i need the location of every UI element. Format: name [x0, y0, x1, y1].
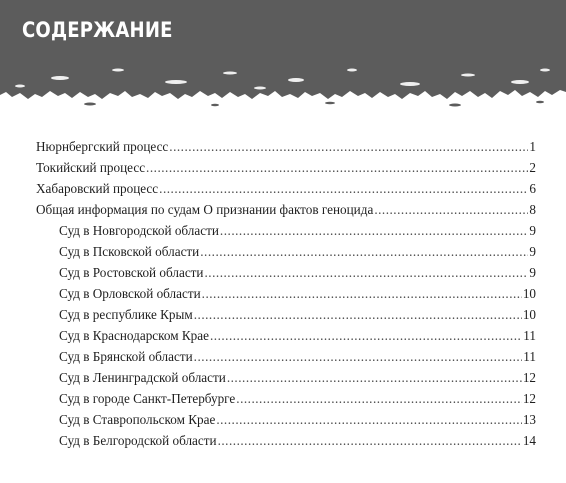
toc-subentry-label: Суд в Брянской области: [59, 349, 193, 364]
dot-leader: [220, 220, 528, 241]
toc-subentry[interactable]: [36, 430, 536, 451]
toc-entry-page: 6: [529, 181, 536, 196]
toc-subentry-label: Суд в Ленинградской области: [59, 370, 226, 385]
toc-entry-page: 8: [529, 202, 536, 217]
toc-subentry[interactable]: [36, 262, 536, 283]
toc-subentry[interactable]: [36, 388, 536, 409]
dot-leader: [169, 136, 528, 157]
toc-entry[interactable]: [36, 157, 536, 178]
toc-entry-label: Общая информация по судам О признании фактов геноцида: [36, 202, 374, 217]
dot-leader: [194, 304, 522, 325]
dot-leader: [210, 325, 522, 346]
dot-leader: [205, 262, 529, 283]
toc-subentry-label: Суд в Псковской области: [59, 244, 200, 259]
toc-subentry-label: Суд в городе Санкт-Петербурге: [59, 391, 236, 406]
toc-entry[interactable]: [36, 136, 536, 157]
dot-leader: [202, 283, 522, 304]
dot-leader: [200, 241, 528, 262]
toc-subentry-label: Суд в Орловской области: [59, 286, 201, 301]
dot-leader: [216, 409, 521, 430]
toc-subentry-label: Суд в Краснодарском Крае: [59, 328, 209, 343]
toc-entry[interactable]: [36, 178, 536, 199]
toc-subentry-label: Суд в Ставропольском Крае: [59, 412, 216, 427]
toc-subentry-page: 11: [523, 349, 536, 364]
toc-entry-label: Хабаровский процесс: [36, 181, 159, 196]
toc-subentry-label: Суд в Новгородской области: [59, 223, 219, 238]
toc-subentry-page: 10: [522, 307, 536, 322]
toc-entry-label: Токийский процесс: [36, 160, 146, 175]
dot-leader: [227, 367, 522, 388]
toc-entry-label: Нюрнбергский процесс: [36, 139, 169, 154]
dot-leader: [159, 178, 528, 199]
toc-subentry[interactable]: [36, 346, 536, 367]
toc-subentry[interactable]: [36, 325, 536, 346]
toc-subentry[interactable]: [36, 409, 536, 430]
toc-subentry-page: 11: [523, 328, 536, 343]
brush-stroke-band: [0, 0, 566, 112]
toc-entry-page: 2: [529, 160, 536, 175]
table-of-contents: [36, 136, 536, 451]
toc-subentry-page: 9: [529, 265, 536, 280]
toc-subentry-label: Суд в республике Крым: [59, 307, 193, 322]
page-title: СОДЕРЖАНИЕ: [22, 18, 173, 42]
toc-entry-page: 1: [529, 139, 536, 154]
dot-leader: [236, 388, 522, 409]
toc-entry[interactable]: [36, 199, 536, 220]
dot-leader: [218, 430, 522, 451]
toc-subentry-label: Суд в Белгородской области: [59, 433, 217, 448]
toc-subentry-page: 9: [529, 244, 536, 259]
toc-subentry-page: 10: [522, 286, 536, 301]
header-banner: [0, 0, 566, 112]
toc-subentry-label: Суд в Ростовской области: [59, 265, 204, 280]
dot-leader: [146, 157, 528, 178]
toc-subentry-page: 12: [522, 391, 536, 406]
toc-subentry[interactable]: [36, 304, 536, 325]
toc-subentry[interactable]: [36, 241, 536, 262]
toc-subentry-page: 12: [522, 370, 536, 385]
dot-leader: [194, 346, 523, 367]
toc-subentry-page: 9: [529, 223, 536, 238]
toc-subentry[interactable]: [36, 220, 536, 241]
toc-subentry[interactable]: [36, 367, 536, 388]
toc-subentry-page: 14: [522, 433, 536, 448]
toc-subentry-page: 13: [522, 412, 536, 427]
dot-leader: [374, 199, 528, 220]
toc-subentry[interactable]: [36, 283, 536, 304]
